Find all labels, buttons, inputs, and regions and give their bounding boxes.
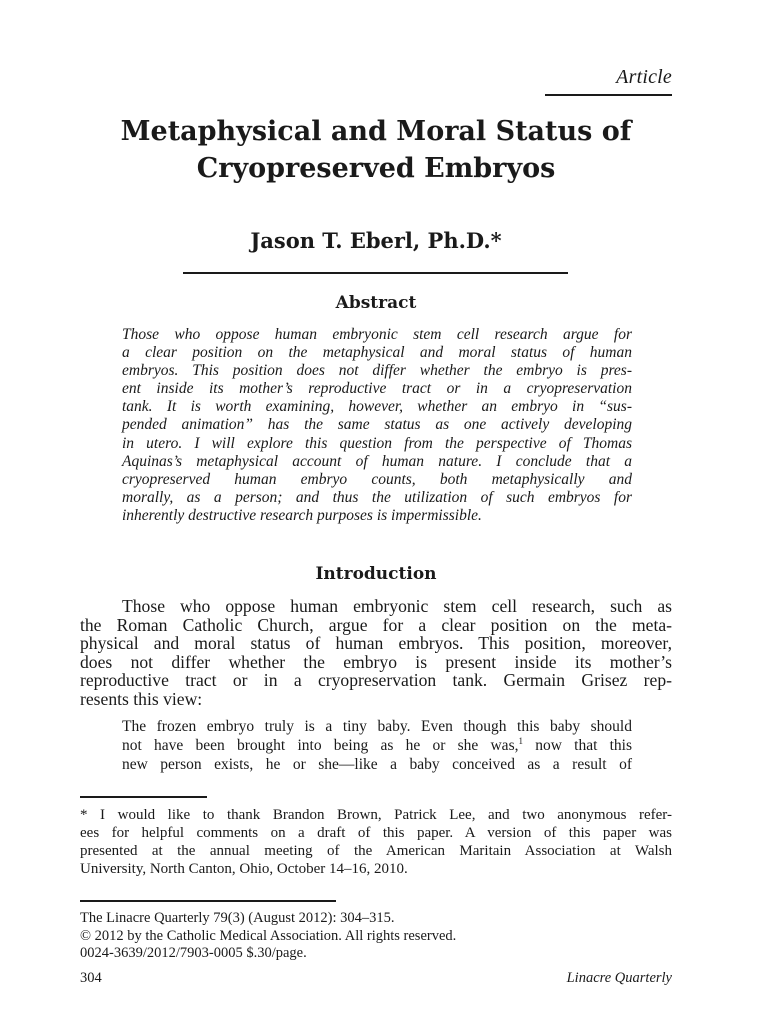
page-number: 304	[80, 970, 102, 986]
introduction-heading: Introduction	[315, 564, 437, 584]
quote-line: new person exists, he or she—like a baby conceived as a result of	[122, 756, 632, 773]
publication-line: 0024-3639/2012/7903-0005 $.30/page.	[80, 945, 307, 961]
quote-line-text: not have been brought into being as he or she was,	[122, 737, 519, 754]
body-line: does not differ whether the embryo is present inside its mother’s	[80, 651, 672, 672]
section-label: Article	[616, 66, 672, 88]
body-line: the Roman Catholic Church, argue for a clear position on the meta-	[80, 614, 672, 635]
introduction-paragraph	[80, 597, 672, 709]
abstract-line: Those who oppose human embryonic stem cell research argue for	[122, 326, 632, 343]
block-quote	[122, 717, 632, 774]
body-line: physical and moral status of human embryos. This position, moreover,	[80, 633, 672, 654]
abstract-line: embryos. This position does not differ whether the embryo is pres-	[122, 362, 632, 380]
article-title	[60, 113, 692, 187]
abstract-line: Aquinas’s metaphysical account of human nature. I conclude that a	[122, 452, 632, 470]
author-rule	[183, 272, 568, 274]
abstract-line: tank. It is worth examining, however, whether an embryo in “sus-	[122, 398, 632, 416]
title-line: Cryopreserved Embryos	[196, 153, 556, 184]
abstract-heading: Abstract	[335, 293, 417, 313]
footnote-line: * I would like to thank Brandon Brown, Patrick Lee, and two anonymous refer-	[80, 807, 672, 823]
abstract-line: pended animation” has the same status as one actively developing	[122, 416, 632, 434]
author-name: Jason T. Eberl, Ph.D.*	[250, 228, 502, 253]
section-label-rule	[545, 94, 672, 96]
publication-info-rule	[80, 900, 336, 902]
publication-line: © 2012 by the Catholic Medical Association. All rights reserved.	[80, 927, 457, 944]
quote-line: The frozen embryo truly is a tiny baby. Even though this baby should	[122, 718, 632, 735]
footnote-line: ees for helpful comments on a draft of this paper. A version of this paper was	[80, 825, 672, 841]
footnote-line: presented at the annual meeting of the American Maritain Association at Walsh	[80, 843, 672, 859]
abstract-line: inherently destructive research purposes is impermissible.	[122, 506, 482, 524]
abstract-line: cryopreserved human embryo counts, both metaphysically and	[122, 470, 632, 488]
title-line: Metaphysical and Moral Status of	[120, 116, 632, 147]
footnote-reference[interactable]: 1	[518, 736, 523, 746]
abstract-line: ent inside its mother’s reproductive tract or in a cryopreservation	[122, 380, 632, 398]
abstract-line: a clear position on the metaphysical and moral status of human	[122, 344, 632, 362]
publication-line: The Linacre Quarterly 79(3) (August 2012): 304–315.	[80, 910, 395, 926]
footnote-line: University, North Canton, Ohio, October 14–16, 2010.	[80, 861, 408, 877]
body-line: Those who oppose human embryonic stem cell research, such as	[122, 596, 672, 616]
body-line: reproductive tract or in a cryopreservation tank. Germain Grisez rep-	[80, 670, 672, 691]
abstract-line: in utero. I will explore this question from the perspective of Thomas	[122, 434, 632, 452]
quote-line-text: now that this	[522, 737, 633, 754]
publication-info	[80, 910, 672, 963]
acknowledgment-footnote	[80, 806, 672, 878]
quote-line	[122, 736, 632, 755]
footnote-rule	[80, 796, 207, 798]
abstract-line: morally, as a person; and thus the utilization of such embryos for	[122, 488, 632, 506]
running-footer-journal: Linacre Quarterly	[566, 970, 672, 986]
body-line: resents this view:	[80, 688, 203, 709]
abstract-text	[122, 326, 632, 525]
